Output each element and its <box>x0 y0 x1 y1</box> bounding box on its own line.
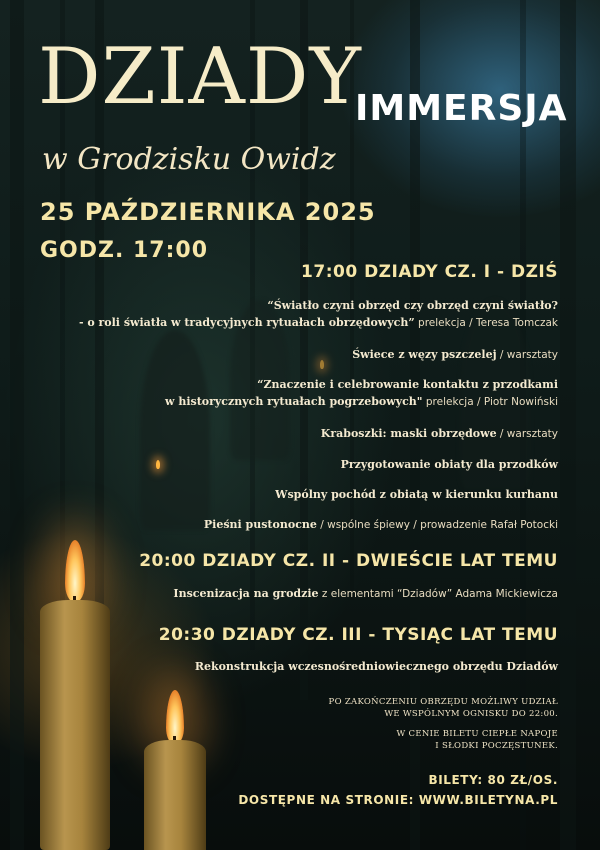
item-title: Rekonstrukcja wczesnośredniowiecznego obrzędu Dziadów <box>194 660 558 673</box>
item-title: “Światło czyni obrzęd czy obrzęd czyni światło? <box>267 299 558 312</box>
item-details: / warsztaty <box>496 349 558 361</box>
poster-title: DZIADY <box>38 32 362 122</box>
note-line: PO ZAKOŃCZENIU OBRZĘDU MOŻLIWY UDZIAŁ <box>328 697 558 707</box>
program-item <box>321 425 558 443</box>
distant-candle-icon <box>156 460 160 469</box>
program-item <box>195 658 558 675</box>
info-note <box>329 696 558 720</box>
hooded-figure <box>140 330 210 530</box>
item-title: “Znaczenie i celebrowanie kontaktu z przodkami <box>257 378 558 391</box>
part1-heading: 17:00 DZIADY CZ. I - DZIŚ <box>301 262 558 282</box>
poster-subtitle: IMMERSJA <box>355 88 568 129</box>
ticket-info <box>238 770 558 810</box>
item-title: Pieśni pustonocne <box>203 518 317 531</box>
program-item <box>275 486 558 503</box>
item-details: / warsztaty <box>496 428 558 440</box>
item-title: Kraboszki: maski obrzędowe <box>320 427 497 440</box>
candle-icon <box>144 740 206 850</box>
event-time: GODZ. 17:00 <box>40 238 209 263</box>
distant-candle-icon <box>320 360 324 369</box>
item-title: - o roli światła w tradycyjnych rytuałach obrzędowych” <box>78 316 415 329</box>
program-item <box>204 516 558 534</box>
note-line: I SŁODKI POCZĘSTUNEK. <box>435 741 558 751</box>
note-line: W CENIE BILETU CIEPŁE NAPOJE <box>396 729 558 739</box>
note-line: WE WSPÓLNYM OGNISKU DO 22:00. <box>384 709 558 719</box>
program-item <box>173 585 558 603</box>
program-item <box>352 346 558 364</box>
program-item <box>341 456 558 473</box>
item-details: / wspólne śpiewy / prowadzenie Rafał Potocki <box>316 519 558 531</box>
item-title: w historycznych rytuałach pogrzebowych" <box>165 395 423 408</box>
item-details: z elementami “Dziadów” Adama Mickiewicza <box>318 588 558 600</box>
ticket-website: DOSTĘPNE NA STRONIE: WWW.BILETYNA.PL <box>238 793 558 807</box>
event-place: w Grodzisku Owidz <box>42 142 336 177</box>
candle-icon <box>40 600 110 850</box>
item-title: Przygotowanie obiaty dla przodków <box>340 458 558 471</box>
program-item <box>165 376 558 411</box>
program-item <box>79 297 558 332</box>
event-date: 25 PAŹDZIERNIKA 2025 <box>40 198 376 226</box>
item-details: prelekcja / Teresa Tomczak <box>414 317 558 329</box>
item-details: prelekcja / Piotr Nowiński <box>422 396 558 408</box>
part2-heading: 20:00 DZIADY CZ. II - DWIEŚCIE LAT TEMU <box>139 551 558 571</box>
item-title: Inscenizacja na grodzie <box>173 587 319 600</box>
ticket-price: BILETY: 80 ZŁ/OS. <box>428 773 558 787</box>
item-title: Świece z węzy pszczelej <box>352 348 497 361</box>
part3-heading: 20:30 DZIADY CZ. III - TYSIĄC LAT TEMU <box>158 625 558 645</box>
info-note <box>397 728 559 752</box>
item-title: Wspólny pochód z obiatą w kierunku kurhanu <box>275 488 558 501</box>
